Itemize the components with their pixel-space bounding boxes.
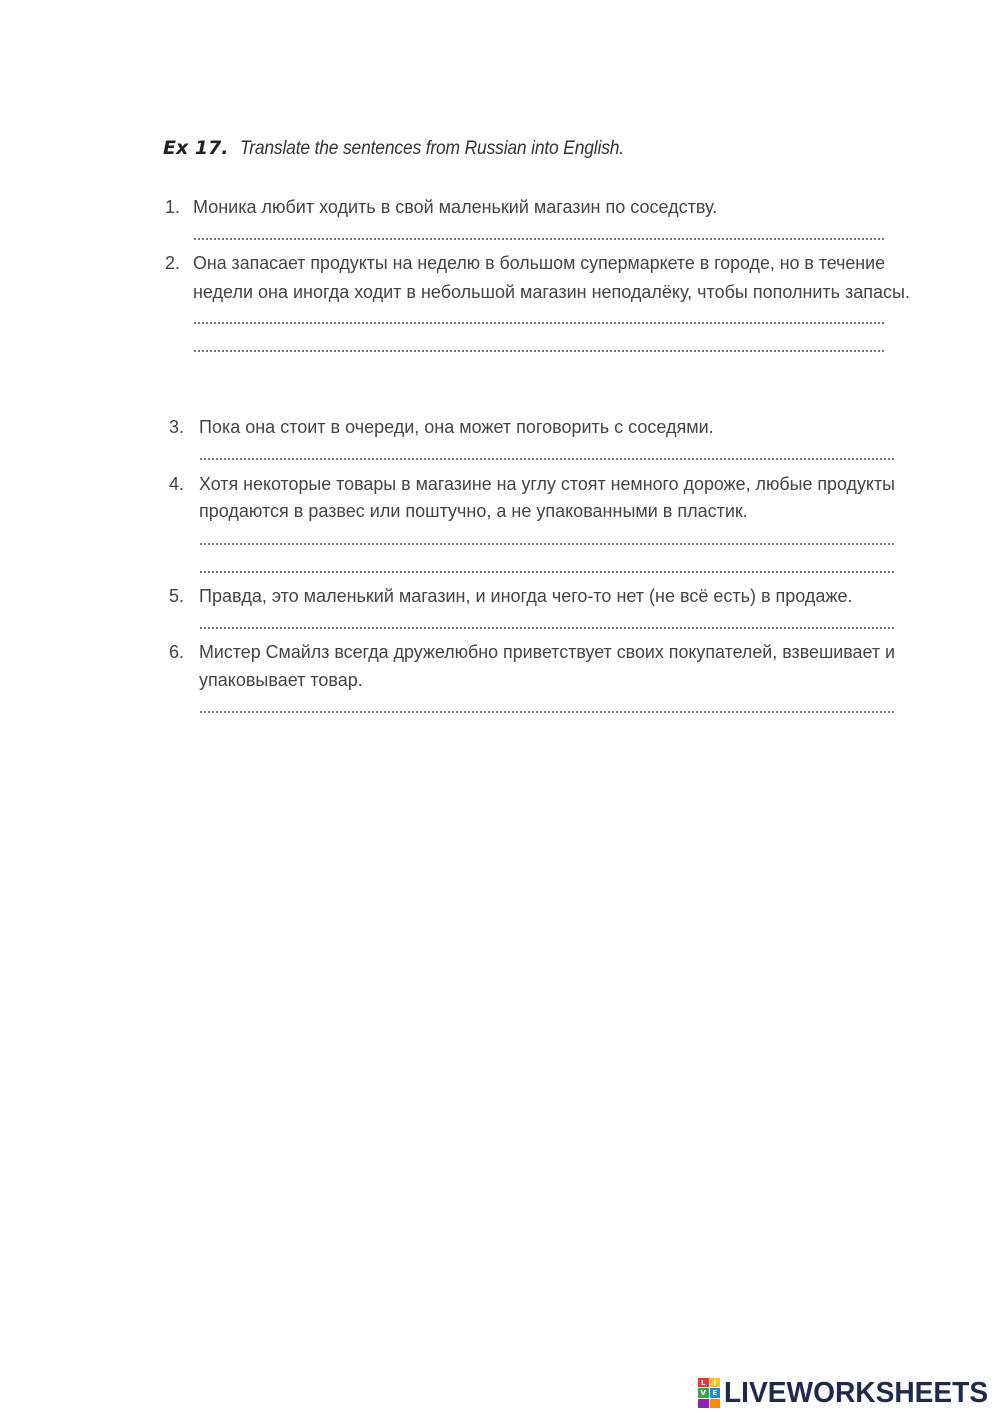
exercise-title <box>163 137 657 160</box>
liveworksheets-logo-icon <box>698 1378 720 1408</box>
item-number: 1. <box>165 197 181 217</box>
sentence-line: Пока она стоит в очереди, она может поговорить с соседями. <box>199 417 714 437</box>
sentence-line: Моника любит ходить в свой маленький магазин по соседству. <box>193 197 718 217</box>
logo-mark-cell: E <box>710 1388 721 1397</box>
item-number: 4. <box>169 474 185 494</box>
answer-line[interactable] <box>199 627 895 629</box>
item-number: 5. <box>169 586 185 606</box>
answer-line[interactable] <box>199 571 895 573</box>
answer-line[interactable] <box>199 458 895 460</box>
sentence-line: недели она иногда ходит в небольшой магазин неподалёку, чтобы пополнить запасы. <box>193 282 910 302</box>
sentence-line: Она запасает продукты на неделю в большом супермаркете в городе, но в течение <box>193 253 885 273</box>
logo-mark-cell <box>698 1399 709 1408</box>
logo-mark-cell: V <box>698 1388 709 1397</box>
sentence-line: Хотя некоторые товары в магазине на углу стоят немного дороже, любые продукты <box>199 474 895 494</box>
item-number: 6. <box>169 642 185 662</box>
logo-mark-cell: L <box>698 1378 709 1387</box>
sentence-line: Мистер Смайлз всегда дружелюбно приветствует своих покупателей, взвешивает и <box>199 642 895 662</box>
logo-wordmark: LIVEWORKSHEETS <box>724 1376 989 1409</box>
answer-line[interactable] <box>193 322 885 324</box>
sentence-line: продаются в развес или поштучно, а не упакованными в пластик. <box>199 501 748 521</box>
item-number: 2. <box>165 253 181 273</box>
exercise-label: Ex 17. <box>163 137 229 159</box>
logo-mark-cell: I <box>710 1378 721 1387</box>
liveworksheets-logo <box>698 1376 996 1410</box>
logo-mark-cell <box>710 1399 721 1408</box>
answer-line[interactable] <box>193 238 885 240</box>
sentence-line: Правда, это маленький магазин, и иногда чего-то нет (не всё есть) в продаже. <box>199 586 853 606</box>
item-number: 3. <box>169 417 185 437</box>
answer-line[interactable] <box>199 543 895 545</box>
answer-line[interactable] <box>199 711 895 713</box>
exercise-instruction: Translate the sentences from Russian into English. <box>239 138 624 159</box>
answer-line[interactable] <box>193 350 885 352</box>
sentence-line: упаковывает товар. <box>199 670 363 690</box>
